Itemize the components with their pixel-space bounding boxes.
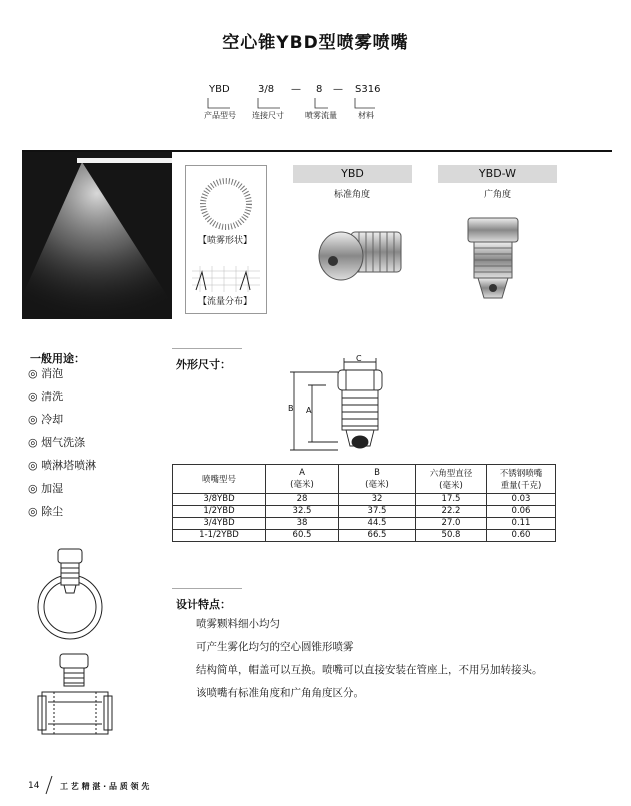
ybd-nozzle-image [313,214,413,294]
code-part-material: S316 [355,84,381,95]
code-label-material: 材料 [358,111,374,120]
variant-tag-ybd-w: YBD-W [438,165,557,183]
code-label-size: 连接尺寸 [252,111,284,120]
use-item: ◎ 喷淋塔喷淋 [28,459,97,472]
use-item: ◎ 烟气洗涤 [28,436,86,449]
code-label-flow: 喷雾流量 [305,111,337,120]
table-header: A (毫米) [266,465,339,494]
dim-letter-a: A [306,406,312,415]
feature-item: 结构简单，帽盖可以互换。喷嘴可以直接安装在管座上，不用另加转接头。 [196,664,543,676]
dimension-drawing [276,350,396,455]
table-header: 六角型直径 (毫米) [416,465,487,494]
spray-shape-label: 【喷雾形状】 [198,236,253,246]
variant-desc-ybd: 标准角度 [334,190,371,200]
code-dash: — [291,84,301,95]
table-row: 1-1/2YBD 60.5 66.5 50.8 0.60 [173,530,556,542]
dim-letter-b: B [288,404,294,413]
variant-desc-ybd-w: 广角度 [484,190,512,200]
table-row: 3/8YBD 28 32 17.5 0.03 [173,494,556,506]
dim-letter-c: C [356,354,362,363]
table-header: 不锈钢喷嘴 重量(千克) [487,465,556,494]
code-label-model: 产品型号 [204,111,236,120]
dimensions-heading: 外形尺寸： [176,358,231,371]
table-header: B (毫米) [339,465,416,494]
code-part-flow: 8 [316,84,323,95]
features-rule [172,588,242,589]
dimensions-rule [172,348,242,349]
code-dash: — [333,84,343,95]
code-part-size: 3/8 [258,84,275,95]
feature-item: 可产生雾化均匀的空心圆锥形喷雾 [196,641,354,653]
use-item: ◎ 加湿 [28,482,64,495]
page-title: 空心锥YBD型喷雾喷嘴 [222,33,409,53]
flow-distribution-label: 【流量分布】 [198,297,253,307]
pattern-box [185,165,267,314]
variant-tag-ybd: YBD [293,165,412,183]
features-list [196,616,616,708]
footer-slogan: 工 艺 精 湛 · 品 质 领 先 [60,782,150,791]
use-item: ◎ 除尘 [28,505,64,518]
tee-mount-drawing [36,652,116,738]
feature-item: 喷雾颗料细小均匀 [196,618,280,630]
flow-distribution-icon [192,266,260,292]
table-header: 喷嘴型号 [173,465,266,494]
feature-item: 该喷嘴有标准角度和广角角度区分。 [196,687,364,699]
spec-table [172,464,556,542]
code-part-model: YBD [209,84,230,95]
use-item: ◎ 清洗 [28,390,64,403]
pipe-mount-drawing [30,545,110,645]
spray-ring-icon [196,174,256,234]
ybd-w-nozzle-image [460,214,530,304]
use-item: ◎ 冷却 [28,413,64,426]
table-row: 1/2YBD 32.5 37.5 22.2 0.06 [173,506,556,518]
uses-list [28,365,96,526]
footer-slash [44,775,54,795]
uses-heading: 一般用途： [30,352,85,365]
spray-photo [22,152,172,319]
features-heading: 设计特点： [176,598,231,611]
page-number: 14 [28,781,40,791]
use-item: ◎ 消泡 [28,367,64,380]
table-row: 3/4YBD 38 44.5 27.0 0.11 [173,518,556,530]
